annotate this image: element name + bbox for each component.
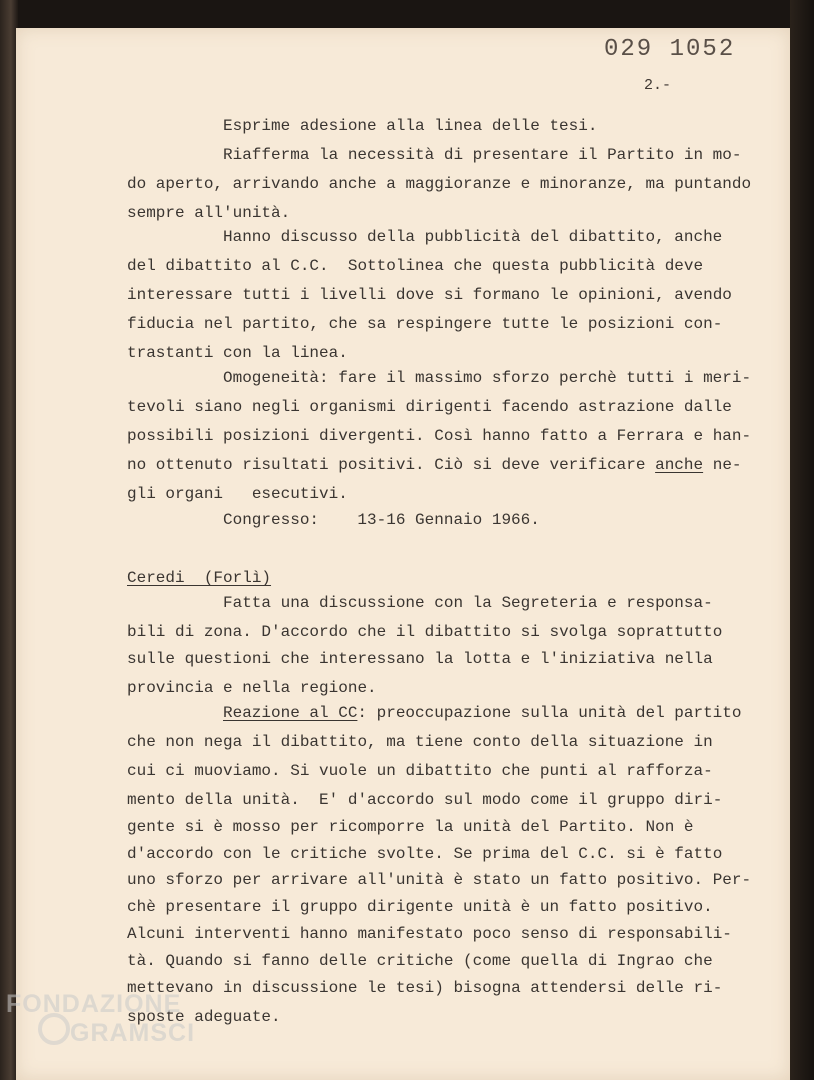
body-line: chè presentare il gruppo dirigente unità è un fatto positivo. [127,898,713,916]
archive-stamp: 029 1052 [604,36,736,63]
body-line: fiducia nel partito, che sa respingere tutte le posizioni con- [127,315,723,333]
body-line: possibili posizioni divergenti. Così hanno fatto a Ferrara e han- [127,427,752,445]
watermark-fondazione: FONDAZIONE [6,990,182,1018]
body-line: tevoli siano negli organismi dirigenti facendo astrazione dalle [127,398,732,416]
body-line: Riafferma la necessità di presentare il Partito in mo- [223,146,742,164]
body-line: mento della unità. E' d'accordo sul modo come il gruppo diri- [127,791,723,809]
body-line: provincia e nella regione. [127,679,377,697]
body-line: interessare tutti i livelli dove si formano le opinioni, avendo [127,286,732,304]
speaker-heading: Ceredi (Forlì) [127,569,272,587]
watermark-gramsci: GRAMSCI [70,1019,196,1047]
scan-right-edge [790,0,814,1080]
body-line: Hanno discusso della pubblicità del dibattito, anche [223,228,723,246]
body-line: no ottenuto risultati positivi. Ciò si deve verificare anche ne- [127,456,742,474]
body-line: sulle questioni che interessano la lotta e l'iniziativa nella [127,650,713,668]
underlined-word: anche [655,456,704,474]
body-line: gente si è mosso per ricomporre la unità del Partito. Non è [127,818,694,836]
body-line: do aperto, arrivando anche a maggioranze e minoranze, ma puntando [127,175,752,193]
body-line: tà. Quando si fanno delle critiche (come quella di Ingrao che [127,952,713,970]
body-line: Esprime adesione alla linea delle tesi. [223,117,598,135]
body-line: sempre all'unità. [127,204,291,222]
watermark-logo-icon [38,1013,70,1045]
body-line: del dibattito al C.C. Sottolinea che questa pubblicità deve [127,257,704,275]
body-line: bili di zona. D'accordo che il dibattito si svolga soprattutto [127,623,723,641]
body-line: d'accordo con le critiche svolte. Se prima del C.C. si è fatto [127,845,723,863]
body-line: Alcuni interventi hanno manifestato poco senso di responsabili- [127,925,732,943]
body-line: Reazione al CC: preoccupazione sulla unità del partito [223,704,742,722]
body-line: Omogeneità: fare il massimo sforzo perchè tutti i meri- [223,369,752,387]
body-line: uno sforzo per arrivare all'unità è stato un fatto positivo. Per- [127,871,752,889]
body-line: cui ci muoviamo. Si vuole un dibattito che punti al rafforza- [127,762,713,780]
page-number: 2.- [644,77,672,94]
body-line: gli organi esecutivi. [127,485,348,503]
body-line: Fatta una discussione con la Segreteria e responsa- [223,594,713,612]
congress-date: Congresso: 13-16 Gennaio 1966. [223,511,540,529]
body-line: sposte adeguate. [127,1008,281,1026]
body-line: trastanti con la linea. [127,344,348,362]
section-label: Reazione al CC [223,704,358,722]
body-line: mettevano in discussione le tesi) bisogna attendersi delle ri- [127,979,723,997]
body-line: che non nega il dibattito, ma tiene conto della situazione in [127,733,713,751]
